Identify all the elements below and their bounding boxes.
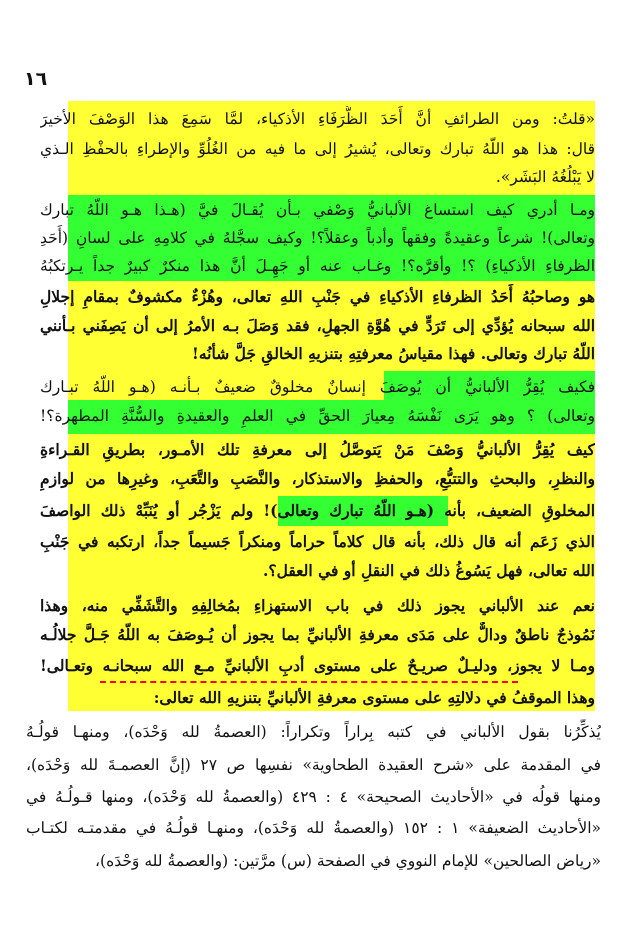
text-line: ومـا لا يجوز، ودليـلٌ صريـحٌ على مستوى أدبِ الألبانيِّ مـع الله سبحانـه وتعـالى! — [40, 656, 595, 675]
text-line: «الأحاديث الضعيفة» ١ : ١٥٢ (والعصمةُ لله وَحْدَه)، ومنهـا قولُـهُ في مقدمتـه لكتـاب — [26, 819, 601, 837]
text-line: وهذا الموقفُ في دلالتِهِ على مستوى معرفةِ الألبانيِّ بتنزيهِ الله تعالى: — [153, 688, 595, 707]
text-line: وتعالى) ؟ وهو يَرَى نَفْسَهُ مِعيارَ الحقِّ في العلمِ والعقيدةِ والسُّنَّةِ المطهرة؟! — [40, 407, 595, 425]
text-line: ومنها قولُه في «الأحاديث الصحيحة» ٤ : ٤٢٩ (والعصمةُ لله وَحْدَه)، ومنها قـولُـهُ في — [26, 788, 601, 806]
text-line: نَمُوذجٌ ناطقٌ ودالٌّ على مَدَى معرفةِ الألبانيِّ بما يجوز أن يُـوصَفَ به اللّهُ جَـلَّ جلالُـه — [40, 625, 595, 644]
text-line: «قلتُ: ومن الطرائفِ أنَّ أَحَدَ الظُّرَفَاءِ الأذكياء، لمَّا سَمِعَ هذا الوَصْفَ الأخيرَ — [40, 110, 595, 128]
text-line: نعم عند الألباني يجوز ذلك في باب الاستهزاءِ بمُخالِفِهِ والتَّشَفِّي منه، وهذا — [40, 596, 595, 615]
text-line: وتعالى)! شرعاً وعقيدةً وفقهاً وأدباً وعقلاً؟! وكيف سجَّلهُ في كلامِهِ على لسانِ (أَحَدِ — [40, 229, 595, 247]
text-line: لا يَبْلُغُهُ البَشَر». — [495, 168, 595, 186]
text-line: المخلوقِ الضعيف، بأنه (هـو اللّهُ تبارك وتعالى)! ولم يَزْجُر أو يُنَبِّهْ ذلك الواصفَ — [40, 501, 595, 520]
red-dashed-underline — [100, 681, 518, 683]
text-line: هو وصاحبُهُ أَحَدُ الظرفاءِ الأذكياءِ في جَنْبِ اللهِ تعالى، وهُزْءٌ مكشوفٌ بمقامِ إجلالِ — [40, 287, 595, 306]
text-line: الله سبحانه يُؤدِّي إلى تَرَدٍّ في هُوَّةِ الجهلِ، فقد وَصَلَ بـه الأمرُ إلى أن يَصِفَني بـأنني — [40, 316, 595, 335]
text-line: ومـا أدري كيف استساغ الألبانيُّ وَصْفي بـأن يُقـالَ فيَّ (هـذا هـو اللّهُ تبارك — [40, 201, 595, 219]
text-line: كيف يُقِرُّ الألبانيُّ وَصْفَ مَنْ يَتوصَّلُ إلى معرفةِ تلك الأمـور، بطريقِ القـراءةِ — [40, 440, 595, 459]
text-line: الذي زَعَم أنه قال ذلك، بأنه قال كلاماً حراماً ومنكراً جَسيماً جداً، ارتكبه في جَنْبِ — [40, 532, 595, 551]
page-number: ١٦ — [24, 68, 48, 90]
text-line: يُذكِّرُنا بقول الألباني في كتبه بِراراً وتكراراً: (العصمةُ لله وَحْدَه)، ومنهـا قولُـهُ — [26, 723, 601, 741]
text-line: الظرفاءِ الأذكياءِ) ؟! وأقرَّه؟! وغـاب عنه أو جَهِـلَ أنَّ هذا منكرٌ كبيرٌ جداً يـرتكبُهُ — [40, 257, 595, 275]
text-line: قال: هذا هو اللّهُ تبارك وتعالى، يُشيرُ إلى ما فيه من الغُلُوِّ والإطراءِ بالحفْظِ الـذي — [40, 140, 595, 158]
text-line: «رياض الصالحين» للإمام النووي في الصفحة (س) مرَّتين: (والعصمةُ لله وَحْدَه)، — [95, 852, 601, 870]
text-line: فكيف يُقِرُّ الألبانيُّ أن يُوصَفَ إنسانٌ مخلوقٌ ضعيفٌ بـأنـه (هـو اللّهُ تبـارك — [40, 378, 595, 396]
text-line: في المقدمة على «شرح العقيدة الطحاوية» نفسِها ص ٢٧ (إنَّ العصمـةَ لله وَحْدَه)، — [26, 756, 601, 774]
text-line: اللّهُ تبارك وتعالى. فهذا مقياسُ معرفتِهِ بتنزيهِ الخالقِ جَلَّ شأنُه! — [192, 344, 595, 363]
text-line: والنظرِ، والبحثِ والتتبُّعِ، والحفظِ والاستذكار، والنَّصَبِ والتَّعَبِ، وغيرِها من لوازمِ — [40, 469, 595, 488]
text-line: الله تعالى، فهل يَسُوغُ ذلك في النقلِ أو في العقل؟. — [262, 561, 595, 580]
